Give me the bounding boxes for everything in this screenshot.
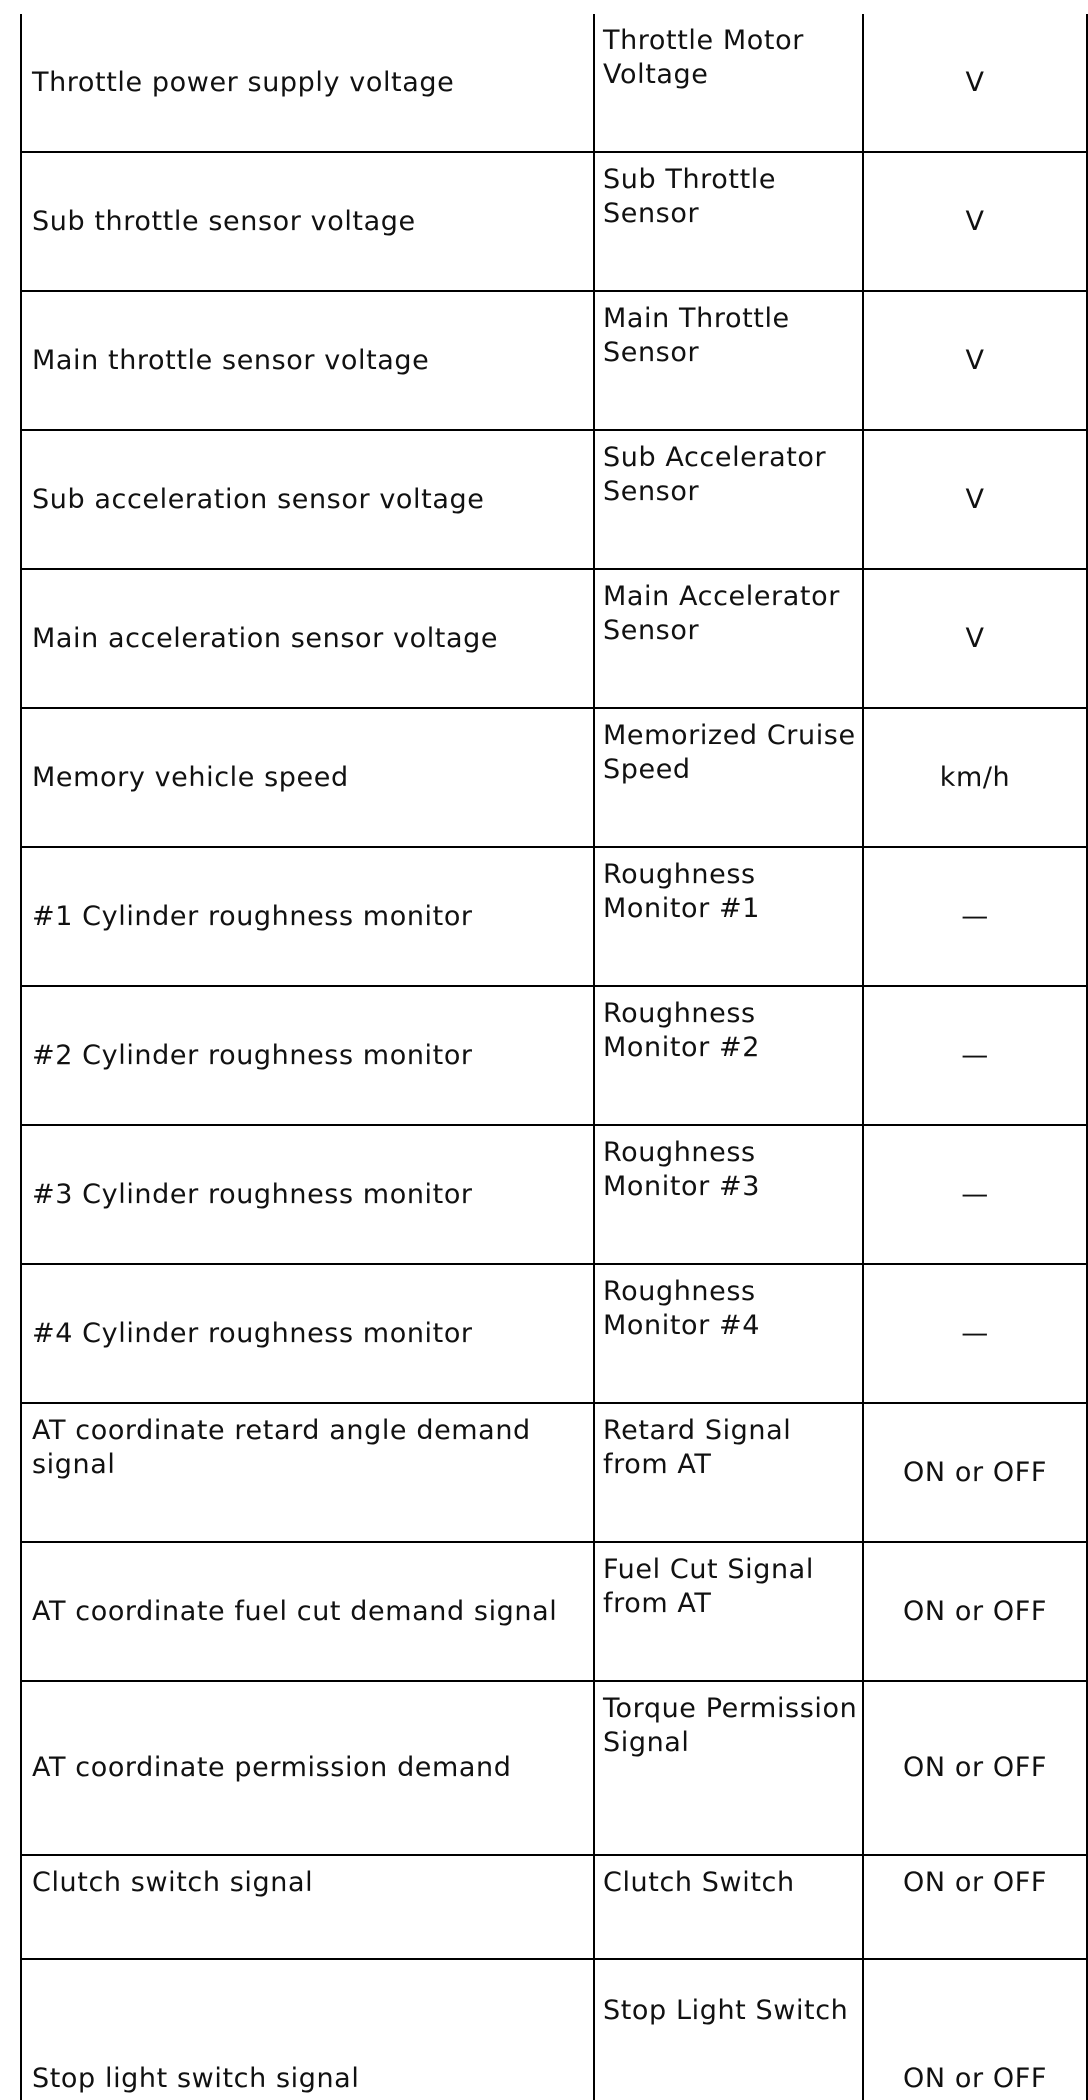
table-row: [21, 14, 1087, 152]
table-row: [21, 1264, 1087, 1403]
item-cell: #3 Cylinder roughness monitor: [21, 1125, 594, 1264]
table-row: [21, 1125, 1087, 1264]
unit-cell: —: [863, 1264, 1087, 1403]
unit-cell: V: [863, 569, 1087, 708]
display-cell: Roughness Monitor #1: [594, 847, 863, 986]
item-cell: Throttle power supply voltage: [21, 14, 594, 152]
item-cell: AT coordinate fuel cut demand signal: [21, 1542, 594, 1681]
unit-cell: —: [863, 847, 1087, 986]
item-cell: Sub throttle sensor voltage: [21, 152, 594, 291]
unit-cell: ON or OFF: [863, 1542, 1087, 1681]
item-cell: #2 Cylinder roughness monitor: [21, 986, 594, 1125]
table-row: [21, 1959, 1087, 2100]
item-cell: Main throttle sensor voltage: [21, 291, 594, 430]
display-cell: Stop Light Switch: [594, 1959, 863, 2100]
unit-cell: V: [863, 14, 1087, 152]
unit-cell: km/h: [863, 708, 1087, 847]
unit-cell: V: [863, 430, 1087, 569]
unit-cell: V: [863, 291, 1087, 430]
display-cell: Clutch Switch: [594, 1855, 863, 1959]
display-cell: Roughness Monitor #4: [594, 1264, 863, 1403]
display-cell: Retard Signal from AT: [594, 1403, 863, 1542]
item-cell: Main acceleration sensor voltage: [21, 569, 594, 708]
table-row: [21, 291, 1087, 430]
display-cell: Main Throttle Sensor: [594, 291, 863, 430]
item-cell: Clutch switch signal: [21, 1855, 594, 1959]
display-cell: Throttle Motor Voltage: [594, 14, 863, 152]
unit-cell: V: [863, 152, 1087, 291]
item-cell: #1 Cylinder roughness monitor: [21, 847, 594, 986]
table-row: [21, 708, 1087, 847]
display-cell: Sub Throttle Sensor: [594, 152, 863, 291]
display-cell: Roughness Monitor #2: [594, 986, 863, 1125]
table-row: [21, 1403, 1087, 1542]
display-cell: Sub Accelerator Sensor: [594, 430, 863, 569]
unit-cell: ON or OFF: [863, 1403, 1087, 1542]
item-cell: #4 Cylinder roughness monitor: [21, 1264, 594, 1403]
table-row: [21, 430, 1087, 569]
table-row: [21, 986, 1087, 1125]
unit-cell: ON or OFF: [863, 1855, 1087, 1959]
item-cell: AT coordinate permission demand: [21, 1681, 594, 1855]
unit-cell: ON or OFF: [863, 1681, 1087, 1855]
item-cell: Memory vehicle speed: [21, 708, 594, 847]
item-cell: AT coordinate retard angle demand signal: [21, 1403, 594, 1542]
table-row: [21, 1542, 1087, 1681]
unit-cell: —: [863, 986, 1087, 1125]
display-cell: Torque Permission Signal: [594, 1681, 863, 1855]
display-cell: Roughness Monitor #3: [594, 1125, 863, 1264]
unit-cell: ON or OFF: [863, 1959, 1087, 2100]
item-cell: Sub acceleration sensor voltage: [21, 430, 594, 569]
table-row: [21, 847, 1087, 986]
data-monitor-table: [20, 14, 1088, 2100]
table-row: [21, 152, 1087, 291]
unit-cell: —: [863, 1125, 1087, 1264]
table-row: [21, 569, 1087, 708]
display-cell: Memorized Cruise Speed: [594, 708, 863, 847]
display-cell: Fuel Cut Signal from AT: [594, 1542, 863, 1681]
table-row: [21, 1681, 1087, 1855]
item-cell: Stop light switch signal: [21, 1959, 594, 2100]
display-cell: Main Accelerator Sensor: [594, 569, 863, 708]
table-row: [21, 1855, 1087, 1959]
